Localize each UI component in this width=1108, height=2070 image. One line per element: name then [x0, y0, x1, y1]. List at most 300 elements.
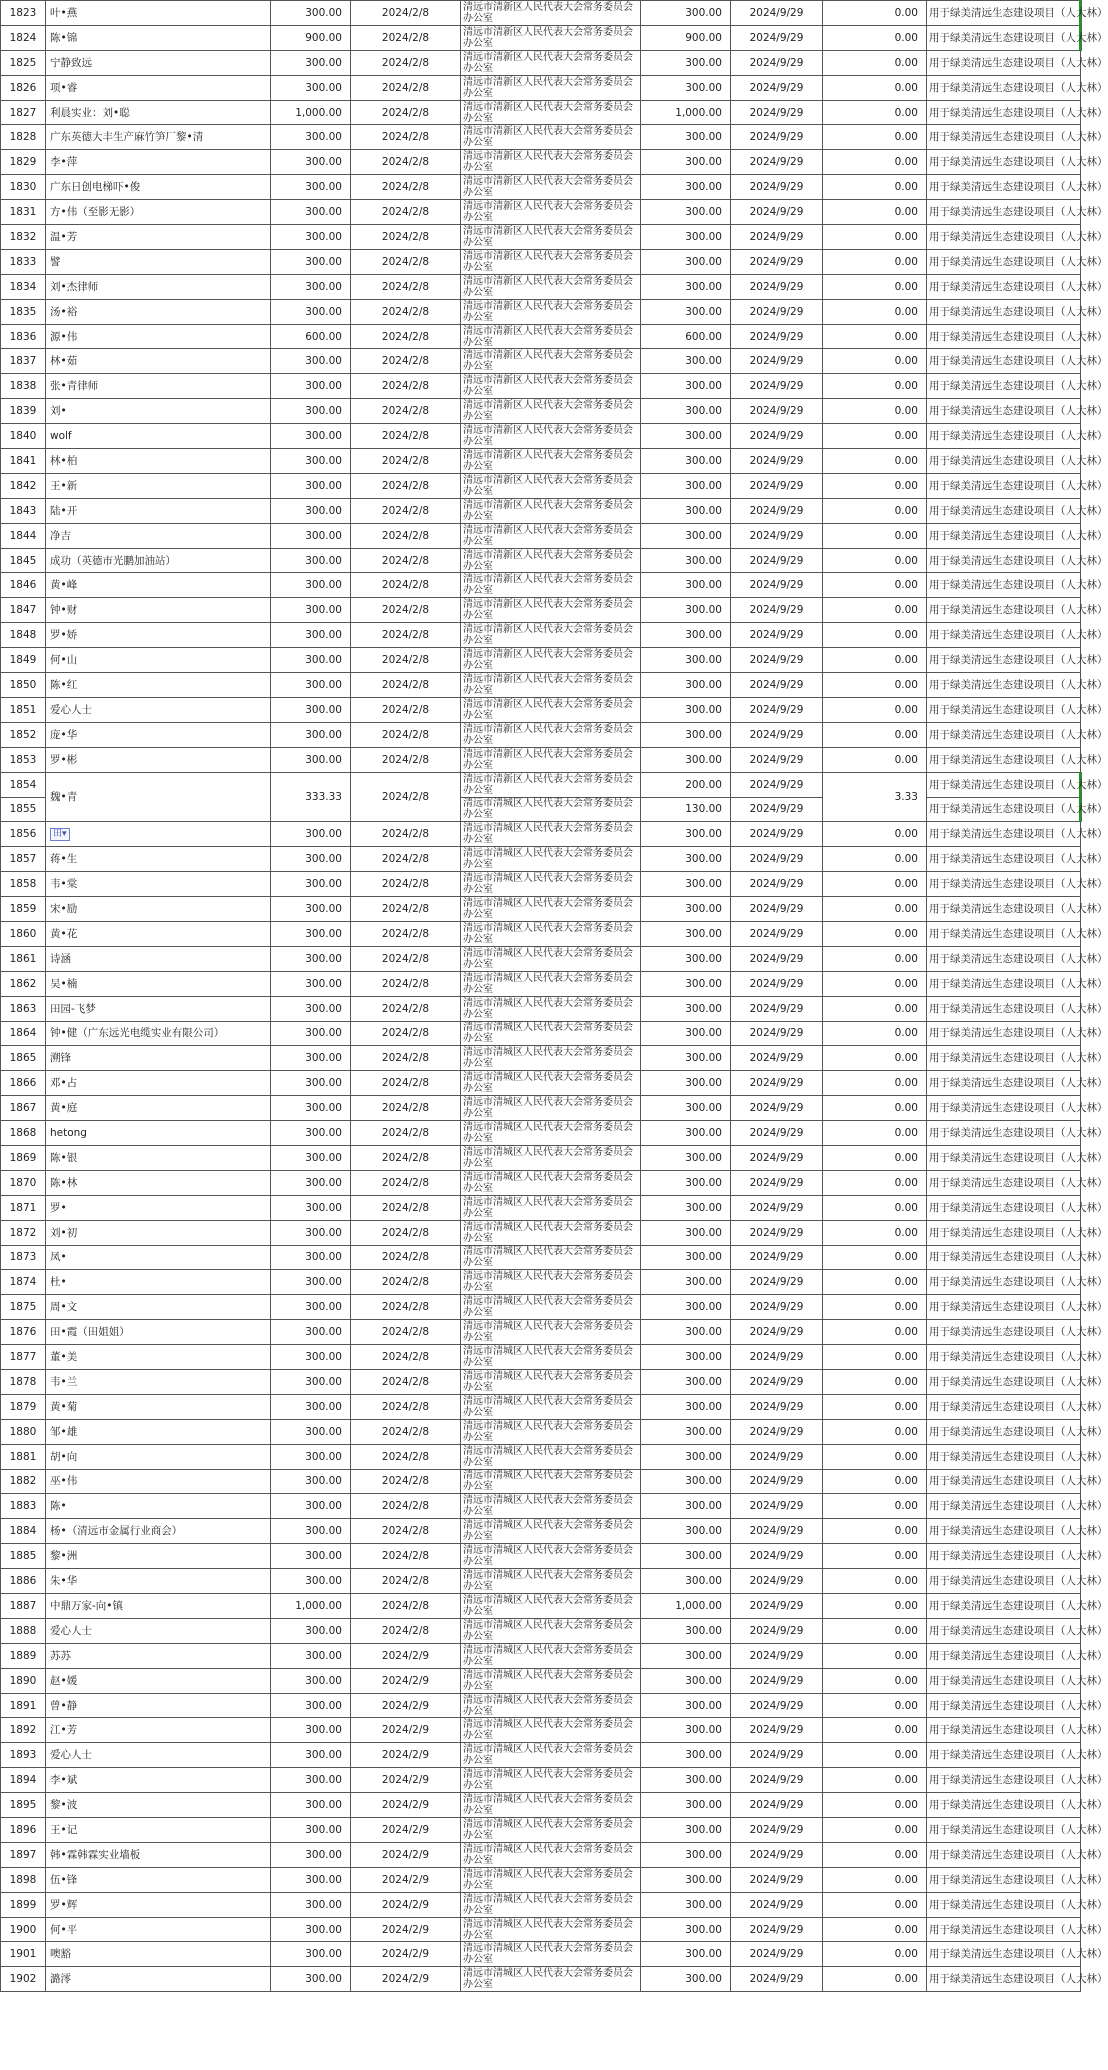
table-row	[1, 1942, 1081, 1967]
balance: 0.00	[823, 1569, 927, 1594]
donor-name: 林•柏	[46, 449, 271, 474]
donor-name: 江•芳	[46, 1718, 271, 1743]
spent-date: 2024/9/29	[731, 1842, 823, 1867]
recipient-org: 清远市清城区人民代表大会常务委员会办公室	[461, 1494, 641, 1519]
table-row	[1, 100, 1081, 125]
purpose: 用于绿美清远生态建设项目（人大林）	[927, 623, 1081, 648]
balance: 0.00	[823, 50, 927, 75]
donation-date: 2024/2/8	[351, 175, 461, 200]
table-row	[1, 1195, 1081, 1220]
table-row	[1, 274, 1081, 299]
donation-date: 2024/2/8	[351, 498, 461, 523]
table-row	[1, 1046, 1081, 1071]
row-no: 1823	[1, 1, 46, 26]
row-no: 1843	[1, 498, 46, 523]
spent-date: 2024/9/29	[731, 1419, 823, 1444]
table-row	[1, 946, 1081, 971]
row-no: 1897	[1, 1842, 46, 1867]
donor-name: 爱心人士	[46, 1743, 271, 1768]
balance: 0.00	[823, 747, 927, 772]
donation-date: 2024/2/8	[351, 50, 461, 75]
recipient-org: 清远市清新区人民代表大会常务委员会办公室	[461, 200, 641, 225]
recipient-org: 清远市清城区人民代表大会常务委员会办公室	[461, 872, 641, 897]
row-no: 1882	[1, 1469, 46, 1494]
donation-date: 2024/2/8	[351, 1469, 461, 1494]
purpose: 用于绿美清远生态建设项目（人大林）	[927, 847, 1081, 872]
table-row	[1, 1220, 1081, 1245]
spent-amount: 300.00	[641, 1469, 731, 1494]
donation-amount: 300.00	[271, 75, 351, 100]
spent-date: 2024/9/29	[731, 50, 823, 75]
donation-amount: 300.00	[271, 1668, 351, 1693]
recipient-org: 清远市清城区人民代表大会常务委员会办公室	[461, 1867, 641, 1892]
balance: 0.00	[823, 473, 927, 498]
donation-date: 2024/2/9	[351, 1967, 461, 1992]
donation-amount: 300.00	[271, 50, 351, 75]
table-row	[1, 175, 1081, 200]
spent-amount: 300.00	[641, 1917, 731, 1942]
donation-date: 2024/2/8	[351, 399, 461, 424]
recipient-org: 清远市清城区人民代表大会常务委员会办公室	[461, 1145, 641, 1170]
spent-amount: 300.00	[641, 1569, 731, 1594]
spent-date: 2024/9/29	[731, 946, 823, 971]
spent-date: 2024/9/29	[731, 424, 823, 449]
row-no: 1884	[1, 1519, 46, 1544]
donation-amount: 300.00	[271, 822, 351, 847]
donation-date: 2024/2/8	[351, 1245, 461, 1270]
purpose: 用于绿美清远生态建设项目（人大林）	[927, 1942, 1081, 1967]
donor-name: 董•美	[46, 1345, 271, 1370]
row-no: 1898	[1, 1867, 46, 1892]
balance: 0.00	[823, 274, 927, 299]
spent-date: 2024/9/29	[731, 1618, 823, 1643]
donation-date: 2024/2/8	[351, 1295, 461, 1320]
donation-date: 2024/2/8	[351, 374, 461, 399]
donation-amount: 300.00	[271, 946, 351, 971]
purpose: 用于绿美清远生态建设项目（人大林）	[927, 498, 1081, 523]
purpose: 用于绿美清远生态建设项目（人大林）	[927, 1743, 1081, 1768]
donation-date: 2024/2/8	[351, 1195, 461, 1220]
spent-date: 2024/9/29	[731, 1793, 823, 1818]
table-row	[1, 399, 1081, 424]
recipient-org: 清远市清新区人民代表大会常务委员会办公室	[461, 772, 641, 797]
donor-name: 钟•健（广东远光电缆实业有限公司）	[46, 1021, 271, 1046]
balance: 0.00	[823, 847, 927, 872]
balance: 0.00	[823, 324, 927, 349]
recipient-org: 清远市清城区人民代表大会常务委员会办公室	[461, 1743, 641, 1768]
purpose: 用于绿美清远生态建设项目（人大林）	[927, 1693, 1081, 1718]
purpose: 用于绿美清远生态建设项目（人大林）	[927, 1718, 1081, 1743]
balance: 0.00	[823, 1793, 927, 1818]
table-row	[1, 996, 1081, 1021]
row-no: 1845	[1, 548, 46, 573]
spent-date: 2024/9/29	[731, 1, 823, 26]
spent-amount: 300.00	[641, 1967, 731, 1992]
balance: 0.00	[823, 946, 927, 971]
purpose: 用于绿美清远生态建设项目（人大林）	[927, 1220, 1081, 1245]
donation-amount: 300.00	[271, 996, 351, 1021]
donor-name: 诗涵	[46, 946, 271, 971]
recipient-org: 清远市清城区人民代表大会常务委员会办公室	[461, 1444, 641, 1469]
spent-amount: 900.00	[641, 25, 731, 50]
balance: 0.00	[823, 1170, 927, 1195]
balance: 0.00	[823, 1668, 927, 1693]
spent-date: 2024/9/29	[731, 374, 823, 399]
recipient-org: 清远市清新区人民代表大会常务委员会办公室	[461, 150, 641, 175]
balance: 0.00	[823, 1195, 927, 1220]
table-row	[1, 1444, 1081, 1469]
balance: 0.00	[823, 921, 927, 946]
purpose: 用于绿美清远生态建设项目（人大林）	[927, 548, 1081, 573]
table-row	[1, 1071, 1081, 1096]
purpose: 用于绿美清远生态建设项目（人大林）	[927, 648, 1081, 673]
spent-amount: 300.00	[641, 1245, 731, 1270]
donation-amount: 300.00	[271, 523, 351, 548]
donation-amount: 300.00	[271, 1718, 351, 1743]
donation-date: 2024/2/8	[351, 747, 461, 772]
donation-amount: 300.00	[271, 374, 351, 399]
balance: 0.00	[823, 548, 927, 573]
recipient-org: 清远市清城区人民代表大会常务委员会办公室	[461, 822, 641, 847]
balance: 0.00	[823, 1071, 927, 1096]
donor-name: 赵•媛	[46, 1668, 271, 1693]
row-no: 1890	[1, 1668, 46, 1693]
donor-name: 朱•华	[46, 1569, 271, 1594]
spent-date: 2024/9/29	[731, 100, 823, 125]
donation-amount: 300.00	[271, 249, 351, 274]
spent-amount: 300.00	[641, 1121, 731, 1146]
table-row	[1, 473, 1081, 498]
donor-name: 净吉	[46, 523, 271, 548]
donation-amount: 300.00	[271, 1195, 351, 1220]
spent-date: 2024/9/29	[731, 1818, 823, 1843]
spent-date: 2024/9/29	[731, 1071, 823, 1096]
donation-amount: 300.00	[271, 1, 351, 26]
purpose: 用于绿美清远生态建设项目（人大林）	[927, 1046, 1081, 1071]
spent-date: 2024/9/29	[731, 897, 823, 922]
donation-date: 2024/2/8	[351, 1021, 461, 1046]
row-no: 1879	[1, 1394, 46, 1419]
spent-amount: 300.00	[641, 1793, 731, 1818]
paste-options-icon[interactable]: 田▾	[50, 828, 70, 841]
donation-date: 2024/2/8	[351, 847, 461, 872]
purpose: 用于绿美清远生态建设项目（人大林）	[927, 1021, 1081, 1046]
donation-amount: 300.00	[271, 1320, 351, 1345]
recipient-org: 清远市清城区人民代表大会常务委员会办公室	[461, 1021, 641, 1046]
donor-name: 罗•彬	[46, 747, 271, 772]
purpose: 用于绿美清远生态建设项目（人大林）	[927, 150, 1081, 175]
spent-amount: 300.00	[641, 374, 731, 399]
table-body-b	[1, 847, 1108, 1992]
donor-name: 苏苏	[46, 1643, 271, 1668]
donor-name: 中鼎万家-向•镇	[46, 1594, 271, 1619]
donor-name: 罗•	[46, 1195, 271, 1220]
spent-amount: 300.00	[641, 648, 731, 673]
donation-amount: 300.00	[271, 598, 351, 623]
table-row	[1, 1569, 1081, 1594]
balance: 0.00	[823, 1643, 927, 1668]
donation-amount: 300.00	[271, 1494, 351, 1519]
donation-amount: 300.00	[271, 1842, 351, 1867]
recipient-org: 清远市清新区人民代表大会常务委员会办公室	[461, 299, 641, 324]
donation-amount: 300.00	[271, 573, 351, 598]
table-row	[1, 125, 1081, 150]
spent-amount: 300.00	[641, 1046, 731, 1071]
donor-name: 钟•财	[46, 598, 271, 623]
purpose: 用于绿美清远生态建设项目（人大林）	[927, 1569, 1081, 1594]
row-no: 1876	[1, 1320, 46, 1345]
donor-name: 伍•锋	[46, 1867, 271, 1892]
donation-date: 2024/2/8	[351, 573, 461, 598]
recipient-org: 清远市清新区人民代表大会常务委员会办公室	[461, 274, 641, 299]
spent-amount: 300.00	[641, 573, 731, 598]
purpose: 用于绿美清远生态建设项目（人大林）	[927, 50, 1081, 75]
purpose: 用于绿美清远生态建设项目（人大林）	[927, 996, 1081, 1021]
spent-date: 2024/9/29	[731, 1295, 823, 1320]
spent-date: 2024/9/29	[731, 1444, 823, 1469]
donation-amount: 300.00	[271, 648, 351, 673]
spent-amount: 300.00	[641, 50, 731, 75]
spent-amount: 300.00	[641, 1768, 731, 1793]
recipient-org: 清远市清城区人民代表大会常务委员会办公室	[461, 921, 641, 946]
donor-name: 张•青律师	[46, 374, 271, 399]
table-row	[1, 523, 1081, 548]
row-no: 1841	[1, 449, 46, 474]
donation-date: 2024/2/8	[351, 648, 461, 673]
table-row	[1, 1867, 1081, 1892]
balance: 0.00	[823, 897, 927, 922]
spent-amount: 300.00	[641, 747, 731, 772]
spent-amount: 300.00	[641, 1643, 731, 1668]
donation-date: 2024/2/9	[351, 1818, 461, 1843]
donation-amount: 300.00	[271, 150, 351, 175]
table-row	[1, 1295, 1081, 1320]
spent-amount: 300.00	[641, 673, 731, 698]
purpose: 用于绿美清远生态建设项目（人大林）	[927, 100, 1081, 125]
row-no: 1865	[1, 1046, 46, 1071]
balance: 0.00	[823, 225, 927, 250]
recipient-org: 清远市清城区人民代表大会常务委员会办公室	[461, 1818, 641, 1843]
spent-date: 2024/9/29	[731, 1693, 823, 1718]
recipient-org: 清远市清新区人民代表大会常务委员会办公室	[461, 225, 641, 250]
row-no: 1888	[1, 1618, 46, 1643]
purpose: 用于绿美清远生态建设项目（人大林）	[927, 1071, 1081, 1096]
recipient-org: 清远市清新区人民代表大会常务委员会办公室	[461, 673, 641, 698]
donation-date: 2024/2/8	[351, 921, 461, 946]
donor-name: 胡•向	[46, 1444, 271, 1469]
donation-amount: 300.00	[271, 1643, 351, 1668]
balance: 0.00	[823, 1967, 927, 1992]
table-row	[1, 747, 1081, 772]
donor-name: 爱心人士	[46, 697, 271, 722]
purpose: 用于绿美清远生态建设项目（人大林）	[927, 1494, 1081, 1519]
spent-date: 2024/9/29	[731, 1320, 823, 1345]
recipient-org: 清远市清城区人民代表大会常务委员会办公室	[461, 1195, 641, 1220]
recipient-org: 清远市清城区人民代表大会常务委员会办公室	[461, 797, 641, 822]
spent-date: 2024/9/29	[731, 249, 823, 274]
recipient-org: 清远市清新区人民代表大会常务委员会办公室	[461, 1, 641, 26]
table-row	[1, 921, 1081, 946]
table-row	[1, 25, 1081, 50]
row-no: 1833	[1, 249, 46, 274]
donation-amount: 600.00	[271, 324, 351, 349]
balance: 0.00	[823, 1046, 927, 1071]
donor-name: 陆•开	[46, 498, 271, 523]
donation-date: 2024/2/8	[351, 150, 461, 175]
purpose: 用于绿美清远生态建设项目（人大林）	[927, 1842, 1081, 1867]
spent-amount: 300.00	[641, 1842, 731, 1867]
recipient-org: 清远市清城区人民代表大会常务委员会办公室	[461, 1917, 641, 1942]
donation-date: 2024/2/8	[351, 1394, 461, 1419]
row-no: 1839	[1, 399, 46, 424]
row-no: 1894	[1, 1768, 46, 1793]
table-row	[1, 498, 1081, 523]
spent-amount: 300.00	[641, 1369, 731, 1394]
donation-date: 2024/2/8	[351, 225, 461, 250]
row-no: 1825	[1, 50, 46, 75]
balance: 0.00	[823, 1270, 927, 1295]
balance: 0.00	[823, 349, 927, 374]
spent-date: 2024/9/29	[731, 847, 823, 872]
purpose: 用于绿美清远生态建设项目（人大林）	[927, 473, 1081, 498]
balance: 0.00	[823, 1419, 927, 1444]
donation-amount: 1,000.00	[271, 100, 351, 125]
recipient-org: 清远市清新区人民代表大会常务委员会办公室	[461, 424, 641, 449]
donation-date: 2024/2/8	[351, 200, 461, 225]
balance: 0.00	[823, 1369, 927, 1394]
row-no: 1896	[1, 1818, 46, 1843]
balance: 0.00	[823, 125, 927, 150]
balance: 0.00	[823, 1618, 927, 1643]
spent-date: 2024/9/29	[731, 1394, 823, 1419]
spent-amount: 300.00	[641, 1444, 731, 1469]
donor-name: 邹•雄	[46, 1419, 271, 1444]
donation-date: 2024/2/8	[351, 722, 461, 747]
recipient-org: 清远市清城区人民代表大会常务委员会办公室	[461, 1121, 641, 1146]
purpose: 用于绿美清远生态建设项目（人大林）	[927, 971, 1081, 996]
row-no: 1856	[1, 822, 46, 847]
donation-date: 2024/2/8	[351, 872, 461, 897]
table-row	[1, 1718, 1081, 1743]
table-row	[1, 1170, 1081, 1195]
donation-amount: 300.00	[271, 449, 351, 474]
table-row	[1, 50, 1081, 75]
donation-amount: 300.00	[271, 1743, 351, 1768]
row-no: 1868	[1, 1121, 46, 1146]
donation-amount: 300.00	[271, 1892, 351, 1917]
purpose: 用于绿美清远生态建设项目（人大林）	[927, 374, 1081, 399]
purpose: 用于绿美清远生态建设项目（人大林）	[927, 1345, 1081, 1370]
spent-date: 2024/9/29	[731, 1544, 823, 1569]
row-no: 1840	[1, 424, 46, 449]
balance: 0.00	[823, 648, 927, 673]
spent-date: 2024/9/29	[731, 573, 823, 598]
row-no: 1824	[1, 25, 46, 50]
recipient-org: 清远市清城区人民代表大会常务委员会办公室	[461, 1569, 641, 1594]
table-row	[1, 1818, 1081, 1843]
recipient-org: 清远市清城区人民代表大会常务委员会办公室	[461, 1071, 641, 1096]
donation-date: 2024/2/8	[351, 946, 461, 971]
spent-amount: 300.00	[641, 274, 731, 299]
balance: 0.00	[823, 399, 927, 424]
spent-date: 2024/9/29	[731, 449, 823, 474]
balance: 0.00	[823, 1444, 927, 1469]
purpose: 用于绿美清远生态建设项目（人大林）	[927, 946, 1081, 971]
balance: 0.00	[823, 697, 927, 722]
recipient-org: 清远市清城区人民代表大会常务委员会办公室	[461, 1892, 641, 1917]
recipient-org: 清远市清城区人民代表大会常务委员会办公室	[461, 1942, 641, 1967]
donation-amount: 300.00	[271, 1618, 351, 1643]
spent-date: 2024/9/29	[731, 1594, 823, 1619]
donation-date: 2024/2/8	[351, 1494, 461, 1519]
purpose: 用于绿美清远生态建设项目（人大林）	[927, 822, 1081, 847]
spent-amount: 300.00	[641, 1320, 731, 1345]
donation-date: 2024/2/8	[351, 1170, 461, 1195]
purpose: 用于绿美清远生态建设项目（人大林）	[927, 673, 1081, 698]
spent-amount: 300.00	[641, 1618, 731, 1643]
table-row	[1, 598, 1081, 623]
row-no: 1892	[1, 1718, 46, 1743]
table-row	[1, 897, 1081, 922]
purpose: 用于绿美清远生态建设项目（人大林）	[927, 1170, 1081, 1195]
donation-amount: 300.00	[271, 1469, 351, 1494]
balance: 0.00	[823, 1768, 927, 1793]
table-row	[1, 1668, 1081, 1693]
purpose: 用于绿美清远生态建设项目（人大林）	[927, 1618, 1081, 1643]
spent-date: 2024/9/29	[731, 1917, 823, 1942]
recipient-org: 清远市清新区人民代表大会常务委员会办公室	[461, 175, 641, 200]
recipient-org: 清远市清新区人民代表大会常务委员会办公室	[461, 100, 641, 125]
donor-name: 广东英德大丰生产麻竹笋厂黎•清	[46, 125, 271, 150]
donation-amount: 300.00	[271, 1220, 351, 1245]
spent-amount: 300.00	[641, 1519, 731, 1544]
row-no: 1875	[1, 1295, 46, 1320]
donor-name: 庞•华	[46, 722, 271, 747]
row-no: 1826	[1, 75, 46, 100]
donation-date: 2024/2/8	[351, 1569, 461, 1594]
donor-name: 何•山	[46, 648, 271, 673]
spent-amount: 300.00	[641, 200, 731, 225]
spent-amount: 300.00	[641, 175, 731, 200]
recipient-org: 清远市清城区人民代表大会常务委员会办公室	[461, 1369, 641, 1394]
spent-date: 2024/9/29	[731, 1121, 823, 1146]
spent-date: 2024/9/29	[731, 747, 823, 772]
row-no: 1880	[1, 1419, 46, 1444]
donation-amount: 300.00	[271, 424, 351, 449]
spent-amount: 300.00	[641, 971, 731, 996]
balance: 0.00	[823, 1818, 927, 1843]
donation-date: 2024/2/8	[351, 1046, 461, 1071]
donation-amount: 300.00	[271, 722, 351, 747]
donation-amount: 300.00	[271, 1046, 351, 1071]
spent-date: 2024/9/29	[731, 1220, 823, 1245]
recipient-org: 清远市清城区人民代表大会常务委员会办公室	[461, 1220, 641, 1245]
donation-amount: 300.00	[271, 971, 351, 996]
balance: 0.00	[823, 498, 927, 523]
row-no: 1835	[1, 299, 46, 324]
recipient-org: 清远市清新区人民代表大会常务委员会办公室	[461, 722, 641, 747]
spent-date: 2024/9/29	[731, 1145, 823, 1170]
spent-date: 2024/9/29	[731, 1345, 823, 1370]
donation-date: 2024/2/8	[351, 971, 461, 996]
balance: 0.00	[823, 1220, 927, 1245]
spent-amount: 200.00	[641, 772, 731, 797]
donation-date: 2024/2/9	[351, 1917, 461, 1942]
donation-amount: 300.00	[271, 747, 351, 772]
row-no: 1891	[1, 1693, 46, 1718]
donation-date: 2024/2/8	[351, 523, 461, 548]
donor-name: 叶•燕	[46, 1, 271, 26]
